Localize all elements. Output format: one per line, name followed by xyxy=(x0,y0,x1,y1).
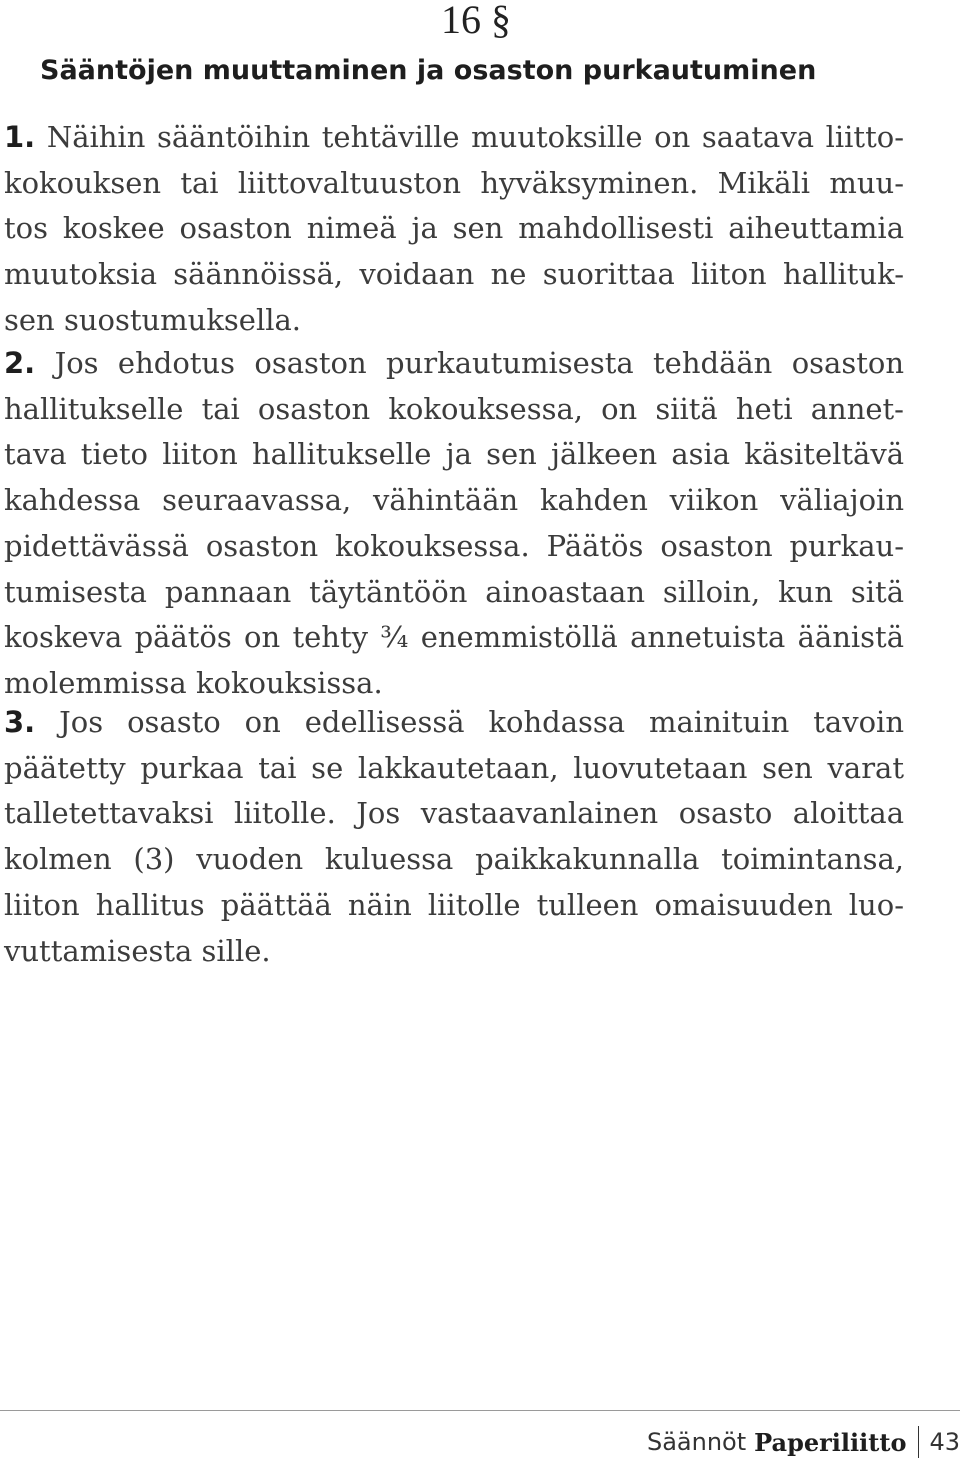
page-number: 43 xyxy=(929,1428,960,1456)
paragraph-2-line: kahdessa seuraavassa, vähintään kahden viikon väliajoin xyxy=(4,483,904,518)
paragraph-2-line: molemmissa kokouksissa. xyxy=(4,665,383,700)
paragraph-3 xyxy=(4,700,904,974)
paragraph-1 xyxy=(4,115,904,344)
paragraph-1-line: muutoksia säännöissä, voidaan ne suorittaa liiton hallituk- xyxy=(4,257,904,292)
paragraph-1-line-text: Näihin sääntöihin tehtäville muutoksille on saatava liitto- xyxy=(46,120,904,154)
paragraph-2-line xyxy=(4,341,904,387)
paragraph-1-number: 1. xyxy=(4,120,36,154)
paragraph-3-line-text: Jos osasto on edellisessä kohdassa mainituin tavoin xyxy=(59,705,905,739)
paragraph-2 xyxy=(4,341,904,707)
section-symbol: § xyxy=(491,0,511,42)
paragraph-3-number: 3. xyxy=(4,705,36,739)
paragraph-2-line: pidettävässä osaston kokouksessa. Päätös osaston purkau- xyxy=(4,528,904,563)
footer-label: Säännöt xyxy=(646,1428,747,1456)
footer-separator xyxy=(918,1426,919,1458)
paragraph-1-line xyxy=(4,115,904,161)
paragraph-1-line: sen suostumuksella. xyxy=(4,302,302,337)
page-footer xyxy=(647,1422,960,1462)
footer-brand: Paperiliitto xyxy=(754,1427,907,1457)
paragraph-2-line: tumisesta pannaan täytäntöön ainoastaan silloin, kun sitä xyxy=(4,574,904,609)
section-heading: Sääntöjen muuttaminen ja osaston purkautuminen xyxy=(40,55,817,86)
paragraph-3-line xyxy=(4,700,904,746)
paragraph-1-line: tos koskee osaston nimeä ja sen mahdollisesti aiheuttamia xyxy=(4,211,904,246)
footer-divider xyxy=(0,1410,960,1411)
paragraph-1-line: kokouksen tai liittovaltuuston hyväksyminen. Mikäli muu- xyxy=(4,165,904,200)
paragraph-3-line: kolmen (3) vuoden kuluessa paikkakunnalla toimintansa, xyxy=(4,842,904,877)
paragraph-3-line: liiton hallitus päättää näin liitolle tulleen omaisuuden luo- xyxy=(4,887,904,922)
paragraph-2-line: hallitukselle tai osaston kokouksessa, on siitä heti annet- xyxy=(4,391,904,426)
paragraph-2-line: tava tieto liiton hallitukselle ja sen jälkeen asia käsiteltävä xyxy=(4,437,904,472)
paragraph-2-line-text: Jos ehdotus osaston purkautumisesta tehdään osaston xyxy=(54,346,904,380)
section-number-value: 16 xyxy=(441,0,481,42)
section-number xyxy=(0,0,900,40)
paragraph-3-line: päätetty purkaa tai se lakkautetaan, luovutetaan sen varat xyxy=(4,750,904,785)
paragraph-2-number: 2. xyxy=(4,346,36,380)
paragraph-2-line: koskeva päätös on tehty ¾ enemmistöllä annetuista äänistä xyxy=(4,620,904,655)
paragraph-3-line: talletettavaksi liitolle. Jos vastaavanlainen osasto aloittaa xyxy=(4,796,904,831)
paragraph-3-line: vuttamisesta sille. xyxy=(4,933,271,968)
